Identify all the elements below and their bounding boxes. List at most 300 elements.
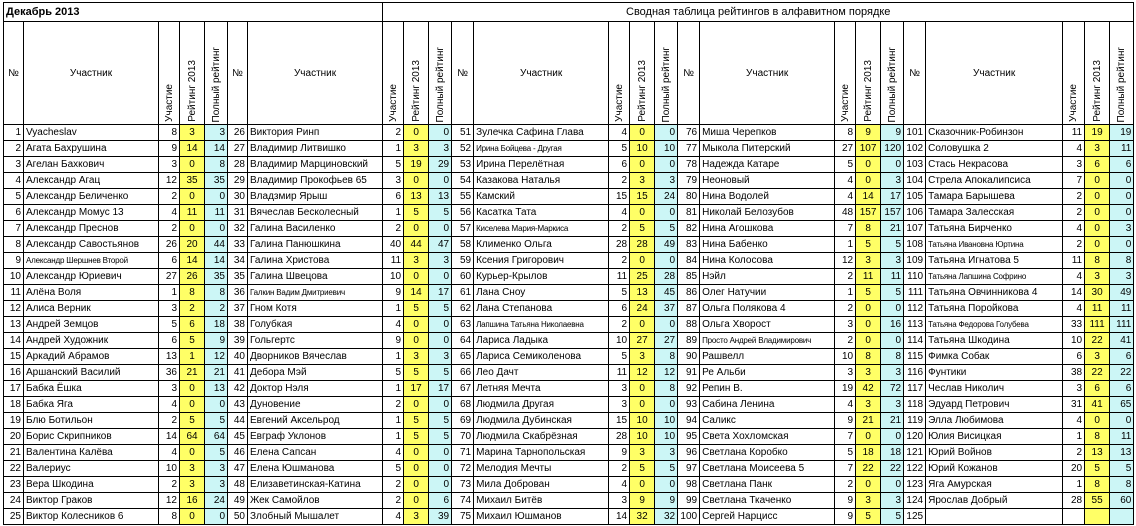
participant-name: Юрий Войнов (926, 445, 1063, 461)
entry-number: 78 (678, 157, 700, 173)
entry-number: 23 (4, 477, 24, 493)
entry-number: 73 (452, 477, 474, 493)
participation-count: 9 (383, 333, 404, 349)
table-row (4, 125, 1134, 141)
rating-2013: 12 (630, 365, 655, 381)
participant-name: Юрий Кожанов (926, 461, 1063, 477)
entry-number: 122 (904, 461, 926, 477)
entry-number: 86 (678, 285, 700, 301)
participation-count: 4 (609, 477, 630, 493)
participant-name: Татьяна Ивановна Юртина (926, 237, 1063, 253)
entry-number: 97 (678, 461, 700, 477)
rating-2013: 157 (856, 205, 881, 221)
full-rating: 5 (429, 301, 452, 317)
header-participation-label: Участие (387, 84, 399, 122)
participant-name: Камский (474, 189, 609, 205)
participation-count: 9 (609, 445, 630, 461)
entry-number: 21 (4, 445, 24, 461)
full-rating: 3 (1110, 221, 1134, 237)
rating-2013: 16 (180, 493, 205, 509)
participation-count: 12 (159, 493, 180, 509)
participant-name: Андрей Земцов (24, 317, 159, 333)
participant-name: Ольга Полякова 4 (700, 301, 835, 317)
full-rating: 0 (205, 189, 228, 205)
participant-name: Дебора Мэй (248, 365, 383, 381)
participation-count: 2 (1063, 189, 1085, 205)
full-rating: 21 (881, 221, 904, 237)
participant-name: Лариса Ладыка (474, 333, 609, 349)
full-rating: 11 (205, 205, 228, 221)
entry-number: 114 (904, 333, 926, 349)
rating-2013: 21 (180, 365, 205, 381)
full-rating: 8 (655, 349, 678, 365)
participant-name: Александр Юриевич (24, 269, 159, 285)
participation-count: 11 (1063, 125, 1085, 141)
rating-2013: 8 (180, 285, 205, 301)
rating-2013: 5 (404, 301, 429, 317)
participant-name: Фимка Собак (926, 349, 1063, 365)
participant-name: Нина Бабенко (700, 237, 835, 253)
rating-2013: 107 (856, 141, 881, 157)
rating-2013: 14 (180, 253, 205, 269)
table-row (4, 189, 1134, 205)
header-participant: Участник (700, 22, 835, 125)
rating-2013: 27 (630, 333, 655, 349)
full-rating: 3 (1110, 269, 1134, 285)
entry-number: 24 (4, 493, 24, 509)
participation-count: 2 (1063, 445, 1085, 461)
participant-name: Элла Любимова (926, 413, 1063, 429)
full-rating: 5 (1110, 461, 1134, 477)
rating-2013: 0 (404, 317, 429, 333)
participation-count: 4 (383, 317, 404, 333)
entry-number: 74 (452, 493, 474, 509)
participant-name: Борис Скрипников (24, 429, 159, 445)
entry-number: 41 (228, 365, 248, 381)
rating-2013: 5 (404, 429, 429, 445)
full-rating: 28 (655, 269, 678, 285)
participant-name: Татьяна Игнатова 5 (926, 253, 1063, 269)
participant-name: Агата Бахрушина (24, 141, 159, 157)
full-rating: 16 (881, 317, 904, 333)
entry-number: 95 (678, 429, 700, 445)
participation-count: 9 (383, 285, 404, 301)
participant-name: Татьяна Шкодина (926, 333, 1063, 349)
participant-name: Злобный Мышалет (248, 509, 383, 525)
participation-count: 28 (609, 237, 630, 253)
rating-2013: 15 (630, 189, 655, 205)
entry-number: 87 (678, 301, 700, 317)
header-full-rating-label: Полный рейтинг (1116, 46, 1128, 122)
participation-count: 4 (609, 205, 630, 221)
participant-name: Дуновение (248, 397, 383, 413)
rating-2013: 0 (404, 333, 429, 349)
participant-name: Казакова Наталья (474, 173, 609, 189)
full-rating: 5 (881, 237, 904, 253)
participation-count: 13 (159, 349, 180, 365)
full-rating: 3 (881, 397, 904, 413)
participant-name: Миша Черепков (700, 125, 835, 141)
full-rating: 41 (1110, 333, 1134, 349)
full-rating: 49 (655, 237, 678, 253)
participation-count: 6 (159, 333, 180, 349)
entry-number: 12 (4, 301, 24, 317)
entry-number: 29 (228, 173, 248, 189)
rating-2013: 28 (630, 237, 655, 253)
entry-number: 39 (228, 333, 248, 349)
entry-number: 14 (4, 333, 24, 349)
participation-count: 3 (1063, 381, 1085, 397)
participant-name: Агелан Бахкович (24, 157, 159, 173)
rating-2013: 10 (630, 429, 655, 445)
full-rating: 0 (1110, 413, 1134, 429)
participation-count: 8 (835, 125, 856, 141)
full-rating: 9 (205, 333, 228, 349)
table-row (4, 253, 1134, 269)
rating-2013: 3 (404, 509, 429, 525)
entry-number: 83 (678, 237, 700, 253)
entry-number: 123 (904, 477, 926, 493)
entry-number: 37 (228, 301, 248, 317)
participation-count: 9 (835, 509, 856, 525)
rating-2013: 42 (856, 381, 881, 397)
full-rating: 5 (655, 221, 678, 237)
participation-count: 12 (835, 253, 856, 269)
participant-name: Киселева Мария-Маркиса (474, 221, 609, 237)
full-rating: 6 (1110, 157, 1134, 173)
participation-count: 4 (1063, 269, 1085, 285)
title-row (4, 3, 1134, 22)
full-rating: 21 (205, 365, 228, 381)
participation-count: 5 (383, 461, 404, 477)
participant-name: Лана Сноу (474, 285, 609, 301)
participation-count: 4 (159, 397, 180, 413)
entry-number: 16 (4, 365, 24, 381)
full-rating: 35 (205, 173, 228, 189)
participant-name: Фунтики (926, 365, 1063, 381)
participant-name: Валериус (24, 461, 159, 477)
participation-count: 7 (835, 461, 856, 477)
table-row (4, 445, 1134, 461)
participant-name: Просто Андрей Владимирович (700, 333, 835, 349)
entry-number: 18 (4, 397, 24, 413)
participant-name: Татьяна Федорова Голубева (926, 317, 1063, 333)
table-row (4, 493, 1134, 509)
rating-2013: 0 (404, 269, 429, 285)
full-rating: 0 (429, 173, 452, 189)
header-rating-label: Рейтинг 2013 (186, 60, 198, 122)
entry-number: 27 (228, 141, 248, 157)
participant-name: Эдуард Петрович (926, 397, 1063, 413)
rating-2013: 0 (404, 477, 429, 493)
entry-number: 69 (452, 413, 474, 429)
full-rating: 0 (429, 461, 452, 477)
header-rating (404, 22, 429, 125)
entry-number: 26 (228, 125, 248, 141)
rating-2013: 22 (1085, 365, 1110, 381)
header-full-rating-label: Полный рейтинг (886, 46, 898, 122)
entry-number: 116 (904, 365, 926, 381)
entry-number: 60 (452, 269, 474, 285)
rating-2013: 64 (180, 429, 205, 445)
rating-2013: 0 (180, 221, 205, 237)
participant-name: Виктор Граков (24, 493, 159, 509)
rating-2013: 0 (404, 221, 429, 237)
participation-count: 7 (1063, 173, 1085, 189)
participant-name: Елизаветинская-Катина (248, 477, 383, 493)
participant-name: Галина Швецова (248, 269, 383, 285)
rating-2013: 0 (856, 301, 881, 317)
entry-number: 68 (452, 397, 474, 413)
rating-2013: 0 (856, 429, 881, 445)
full-rating: 11 (881, 269, 904, 285)
entry-number: 28 (228, 157, 248, 173)
participation-count: 6 (609, 301, 630, 317)
entry-number: 118 (904, 397, 926, 413)
participant-name: Клименко Ольга (474, 237, 609, 253)
participation-count: 10 (1063, 333, 1085, 349)
rating-2013: 13 (630, 285, 655, 301)
participant-name: Дворников Вячеслав (248, 349, 383, 365)
rating-2013: 0 (630, 253, 655, 269)
rating-2013: 3 (856, 493, 881, 509)
participation-count: 1 (1063, 429, 1085, 445)
table-row (4, 269, 1134, 285)
entry-number: 45 (228, 429, 248, 445)
participation-count: 2 (609, 461, 630, 477)
full-rating: 0 (429, 477, 452, 493)
rating-2013: 3 (180, 477, 205, 493)
full-rating: 157 (881, 205, 904, 221)
full-rating: 3 (205, 461, 228, 477)
full-rating: 14 (205, 253, 228, 269)
header-num: № (228, 22, 248, 125)
table-row (4, 413, 1134, 429)
rating-2013: 11 (1085, 301, 1110, 317)
rating-2013: 19 (1085, 125, 1110, 141)
header-rating (630, 22, 655, 125)
entry-number: 111 (904, 285, 926, 301)
entry-number: 99 (678, 493, 700, 509)
participant-name: Татьяна Лапшина Софрино (926, 269, 1063, 285)
participant-name: Александр Беличенко (24, 189, 159, 205)
entry-number: 115 (904, 349, 926, 365)
participant-name: Мыкола Питерский (700, 141, 835, 157)
full-rating: 0 (205, 397, 228, 413)
participant-name: Курьер-Крылов (474, 269, 609, 285)
rating-2013: 3 (404, 349, 429, 365)
rating-2013: 9 (630, 493, 655, 509)
entry-number: 72 (452, 461, 474, 477)
participant-name: Ольга Хворост (700, 317, 835, 333)
participation-count: 1 (383, 429, 404, 445)
entry-number: 19 (4, 413, 24, 429)
entry-number: 67 (452, 381, 474, 397)
participation-count: 20 (1063, 461, 1085, 477)
participation-count: 1 (1063, 477, 1085, 493)
rating-2013: 0 (180, 381, 205, 397)
participant-name: Голубкая (248, 317, 383, 333)
participant-name: Соловушка 2 (926, 141, 1063, 157)
rating-2013: 8 (856, 349, 881, 365)
full-rating: 49 (1110, 285, 1134, 301)
entry-number: 64 (452, 333, 474, 349)
full-rating: 5 (205, 413, 228, 429)
header-participation (609, 22, 630, 125)
participation-count: 2 (159, 221, 180, 237)
rating-2013: 1 (180, 349, 205, 365)
rating-2013: 3 (630, 173, 655, 189)
participant-name: Владимир Прокофьев 65 (248, 173, 383, 189)
participant-name: Тамара Залесская (926, 205, 1063, 221)
participation-count: 8 (159, 509, 180, 525)
rating-2013: 18 (856, 445, 881, 461)
header-rating-label: Рейтинг 2013 (1091, 60, 1103, 122)
participant-name: Ярослав Добрый (926, 493, 1063, 509)
participant-name: Лана Степанова (474, 301, 609, 317)
participation-count: 4 (609, 125, 630, 141)
rating-2013: 0 (404, 461, 429, 477)
rating-2013 (1085, 509, 1110, 525)
entry-number: 85 (678, 269, 700, 285)
participant-name: Ксения Григорович (474, 253, 609, 269)
participation-count: 27 (159, 269, 180, 285)
participant-name: Алиса Верник (24, 301, 159, 317)
entry-number: 92 (678, 381, 700, 397)
participant-name: Евгений Аксельрод (248, 413, 383, 429)
participation-count: 5 (383, 157, 404, 173)
participation-count: 4 (383, 445, 404, 461)
participant-name: Гном Котя (248, 301, 383, 317)
participation-count: 2 (1063, 237, 1085, 253)
participant-name: Лариса Семиколенова (474, 349, 609, 365)
full-rating: 3 (205, 477, 228, 493)
participant-name: Аршанский Василий (24, 365, 159, 381)
participation-count: 27 (835, 141, 856, 157)
entry-number: 31 (228, 205, 248, 221)
participation-count: 12 (159, 173, 180, 189)
rating-2013: 5 (180, 413, 205, 429)
participation-count: 4 (1063, 141, 1085, 157)
participant-name: Александр Преснов (24, 221, 159, 237)
rating-2013: 0 (1085, 237, 1110, 253)
rating-2013: 14 (180, 141, 205, 157)
participation-count: 11 (1063, 253, 1085, 269)
entry-number: 103 (904, 157, 926, 173)
rating-2013: 3 (856, 397, 881, 413)
participant-name: Александр Шершнев Второй (24, 253, 159, 269)
participant-name: Аркадий Абрамов (24, 349, 159, 365)
participant-name: Лапшина Татьяна Николаевна (474, 317, 609, 333)
participation-count: 1 (383, 349, 404, 365)
participation-count: 3 (1063, 157, 1085, 173)
full-rating: 8 (205, 157, 228, 173)
rating-2013: 5 (404, 205, 429, 221)
entry-number: 35 (228, 269, 248, 285)
participant-name: Александр Савостьянов (24, 237, 159, 253)
participation-count: 9 (835, 493, 856, 509)
entry-number: 107 (904, 221, 926, 237)
participation-count: 2 (383, 397, 404, 413)
rating-2013: 6 (1085, 157, 1110, 173)
participation-count: 4 (1063, 413, 1085, 429)
rating-2013: 5 (1085, 461, 1110, 477)
table-row (4, 317, 1134, 333)
entry-number: 3 (4, 157, 24, 173)
header-participation-label: Участие (839, 84, 851, 122)
participation-count: 1 (159, 285, 180, 301)
full-rating: 13 (205, 381, 228, 397)
entry-number: 59 (452, 253, 474, 269)
rating-2013: 44 (404, 237, 429, 253)
entry-number: 100 (678, 509, 700, 525)
full-rating: 5 (205, 445, 228, 461)
header-full-rating (1110, 22, 1134, 125)
participant-name: Людмила Другая (474, 397, 609, 413)
full-rating: 19 (1110, 125, 1134, 141)
rating-2013: 6 (1085, 381, 1110, 397)
entry-number: 55 (452, 189, 474, 205)
table-row (4, 477, 1134, 493)
rating-2013: 6 (180, 317, 205, 333)
participation-count: 40 (383, 237, 404, 253)
full-rating: 5 (429, 365, 452, 381)
full-rating: 10 (655, 413, 678, 429)
full-rating: 111 (1110, 317, 1134, 333)
rating-2013: 22 (1085, 333, 1110, 349)
header-participation (835, 22, 856, 125)
participation-count: 2 (835, 301, 856, 317)
entry-number: 51 (452, 125, 474, 141)
table-row (4, 205, 1134, 221)
rating-2013: 0 (1085, 189, 1110, 205)
participant-name: Яга Амурская (926, 477, 1063, 493)
ratings-table (3, 2, 1134, 525)
full-rating: 3 (205, 125, 228, 141)
full-rating: 17 (429, 381, 452, 397)
table-row (4, 365, 1134, 381)
entry-number: 38 (228, 317, 248, 333)
full-rating: 24 (205, 493, 228, 509)
participation-count: 10 (159, 461, 180, 477)
participant-name: Валентина Калёва (24, 445, 159, 461)
participation-count: 2 (383, 221, 404, 237)
full-rating: 11 (1110, 141, 1134, 157)
rating-2013: 8 (1085, 477, 1110, 493)
participation-count: 1 (383, 413, 404, 429)
participant-name: Виктория Ринп (248, 125, 383, 141)
participation-count: 2 (835, 269, 856, 285)
full-rating: 8 (655, 381, 678, 397)
header-num: № (452, 22, 474, 125)
full-rating: 6 (429, 493, 452, 509)
full-rating: 12 (205, 349, 228, 365)
header-full-rating (205, 22, 228, 125)
entry-number: 1 (4, 125, 24, 141)
full-rating: 17 (881, 189, 904, 205)
full-rating: 5 (429, 205, 452, 221)
participation-count: 14 (1063, 285, 1085, 301)
entry-number: 63 (452, 317, 474, 333)
rating-2013: 3 (630, 349, 655, 365)
participation-count: 5 (383, 365, 404, 381)
entry-number: 25 (4, 509, 24, 525)
sheet-title: Декабрь 2013 (4, 3, 383, 22)
entry-number: 75 (452, 509, 474, 525)
participation-count: 5 (609, 285, 630, 301)
rating-2013: 35 (180, 173, 205, 189)
participant-name: Тамара Барышева (926, 189, 1063, 205)
